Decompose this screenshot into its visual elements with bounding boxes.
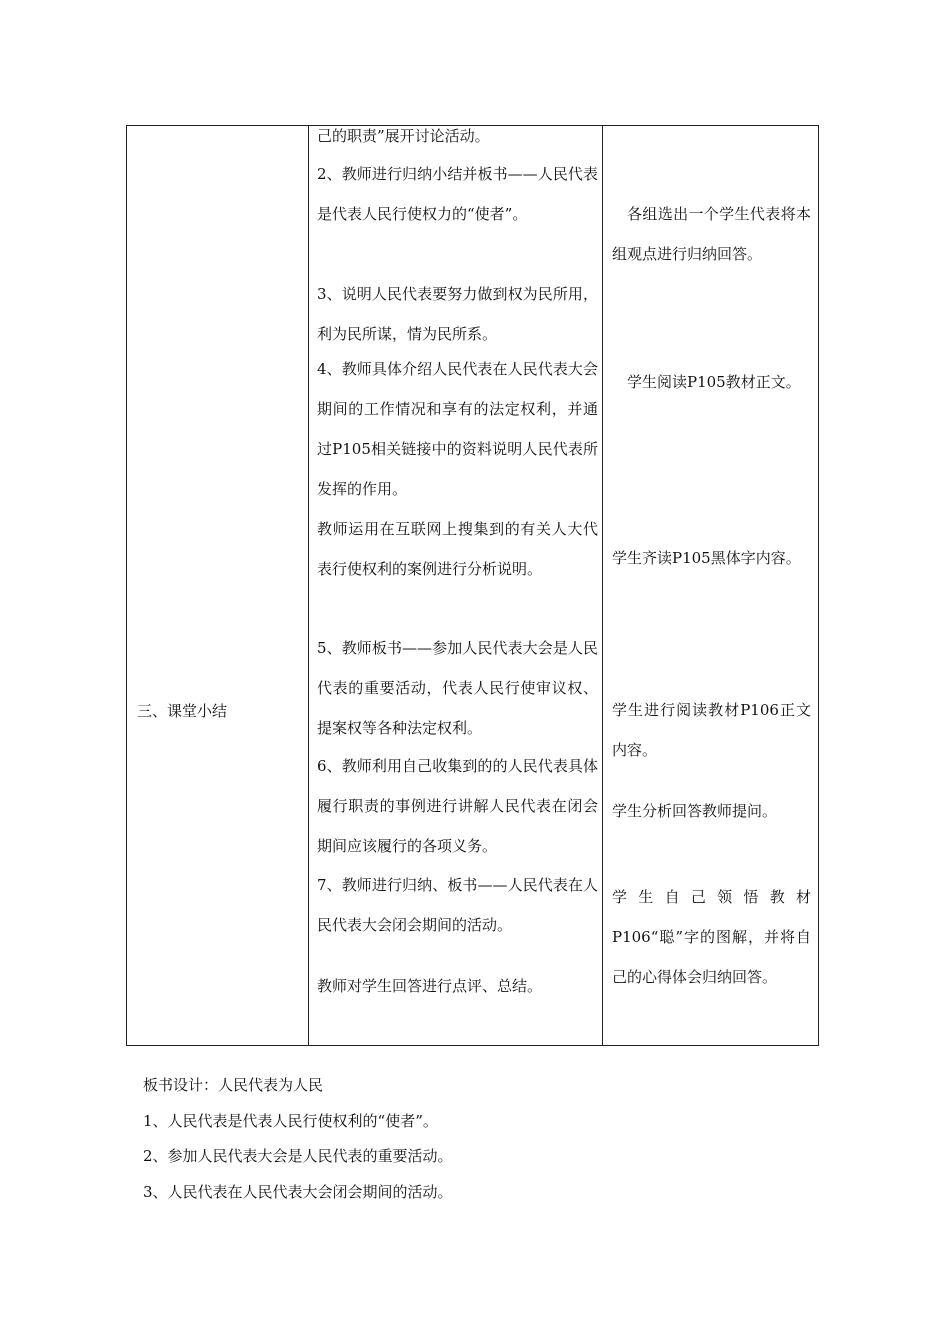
column-divider-1: [308, 126, 309, 1045]
student-activity: 学生齐读P105黑体字内容。: [612, 549, 801, 567]
teacher-activity: 5、教师板书——参加人民代表大会是人民代表的重要活动，代表人民行使审议权、提案权等各种法定权利。: [317, 639, 598, 737]
teacher-activity: 教师运用在互联网上搜集到的有关人大代表行使权利的案例进行分析说明。: [317, 520, 598, 578]
student-activity: 学生自己领悟教材P106“聪”字的图解，并将自己的心得体会归纳回答。: [612, 888, 811, 986]
teacher-activity: 6、教师利用自己收集到的的人民代表具体履行职责的事例进行讲解人民代表在闭会期间应该履行的各项义务。: [317, 757, 598, 855]
board-design-item: 2、参加人民代表大会是人民代表的重要活动。: [143, 1147, 453, 1165]
board-design-item: 1、人民代表是代表人民行使权利的“使者”。: [143, 1111, 438, 1130]
student-activity: 各组选出一个学生代表将本组观点进行归纳回答。: [612, 205, 811, 263]
teacher-activity: 3、说明人民代表要努力做到权为民所用，利为民所谋，情为民所系。: [317, 285, 598, 343]
board-design-item: 3、人民代表在人民代表大会闭会期间的活动。: [143, 1182, 453, 1201]
teacher-activity: 教师对学生回答进行点评、总结。: [317, 977, 543, 995]
student-activity: 学生阅读P105教材正文。: [627, 373, 801, 391]
stage-label: 三、课堂小结: [137, 702, 228, 720]
teacher-activity: 7、教师进行归纳、板书——人民代表在人民代表大会闭会期间的活动。: [317, 876, 598, 934]
student-activity: 学生进行阅读教材P106正文内容。: [612, 701, 811, 759]
student-activity: 学生分析回答教师提问。: [612, 802, 778, 820]
board-design: [143, 1068, 453, 1210]
column-divider-2: [602, 126, 603, 1045]
teacher-activity: 4、教师具体介绍人民代表在人民代表大会期间的工作情况和享有的法定权利，并通过P105相关链接中的资料说明人民代表所发挥的作用。: [317, 360, 598, 498]
board-design-title: 板书设计：人民代表为人民: [143, 1076, 324, 1094]
teacher-activity: 2、教师进行归纳小结并板书——人民代表是代表人民行使权力的“使者”。: [317, 165, 598, 223]
lesson-plan-table: [126, 125, 819, 1046]
teacher-activity: 己的职责”展开讨论活动。: [317, 127, 490, 145]
